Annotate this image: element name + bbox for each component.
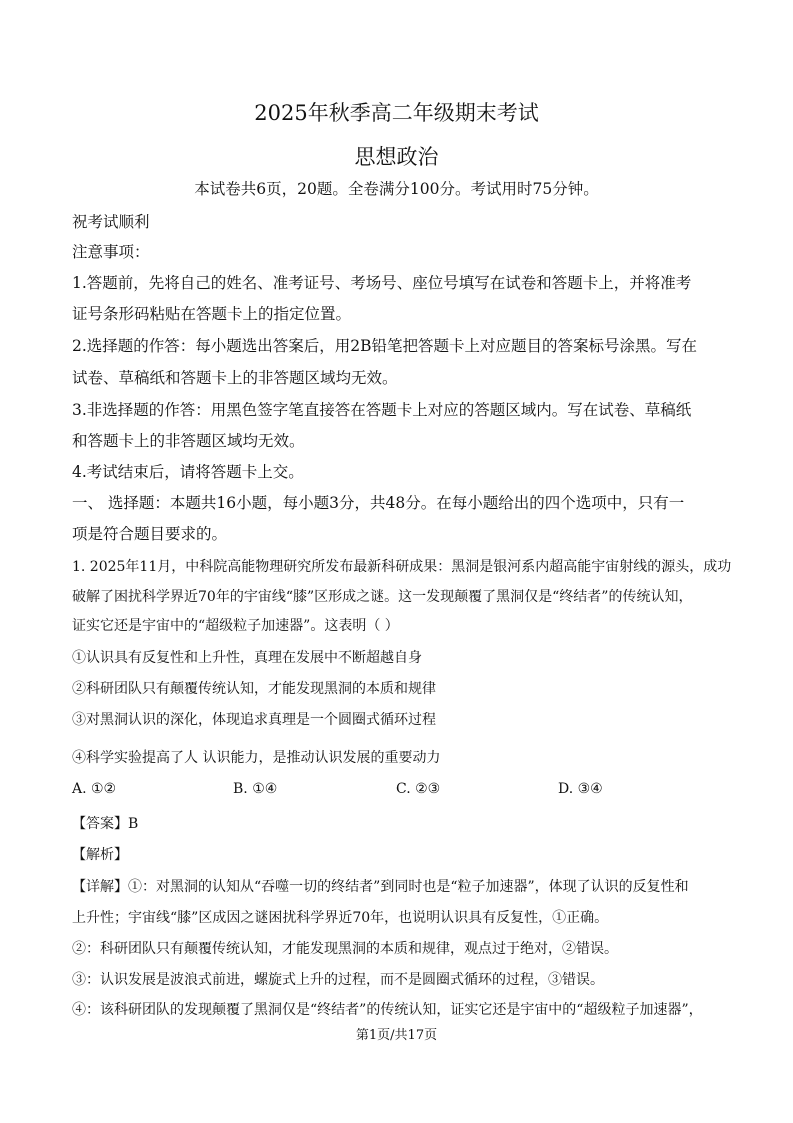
statement: ②科研团队只有颠覆传统认知，才能发现黑洞的本质和规律 (72, 681, 436, 697)
statement: ③对黑洞认识的深化，体现追求真理是一个圆圈式循环过程 (72, 712, 436, 728)
notice-line: 试卷、草稿纸和答题卡上的非答题区域均无效。 (72, 369, 398, 387)
statement: ④科学实验提高了人 认识能力，是推动认识发展的重要动力 (72, 750, 441, 766)
subject-title: 思想政治 (354, 145, 439, 169)
option-c: C. ②③ (396, 781, 441, 797)
exam-info: 本试卷共6页，20题。全卷满分100分。考试用时75分钟。 (194, 180, 599, 198)
exam-title: 2025年秋季高二年级期末考试 (254, 101, 539, 125)
detail-line: ②：科研团队只有颠覆传统认知，才能发现黑洞的本质和规律，观点过于绝对，②错误。 (72, 941, 618, 957)
notice-heading: 注意事项： (72, 243, 150, 261)
question-stem: 1. 2025年11月，中科院高能物理研究所发布最新科研成果：黑洞是银河系内超高能宇宙射线的源头，成功 (72, 559, 732, 575)
notice-line: 2.选择题的作答：每小题选出答案后，用2B铅笔把答题卡上对应题目的答案标号涂黑。写在 (72, 337, 698, 355)
detail-line: 上升性；宇宙线“膝”区成因之谜困扰科学界近70年，也说明认识具有反复性，①正确。 (72, 910, 609, 926)
answer-label: 【答案】B (72, 816, 139, 832)
notice-line: 1.答题前，先将自己的姓名、准考证号、考场号、座位号填写在试卷和答题卡上，并将准考 (72, 274, 692, 292)
option-b: B. ①④ (233, 781, 278, 797)
page-footer: 第1页/共17页 (355, 1028, 438, 1043)
notice-line: 3.非选择题的作答：用黑色签字笔直接答在答题卡上对应的答题区域内。写在试卷、草稿纸 (72, 401, 692, 419)
question-stem: 破解了困扰科学界近70年的宇宙线“膝”区形成之谜。这一发现颠覆了黑洞仅是“终结者”的传统认知， (72, 589, 693, 605)
section-heading-cont: 项是符合题目要求的。 (72, 525, 228, 543)
detail-line: 【详解】①：对黑洞的认知从“吞噬一切的终结者”到同时也是“粒子加速器”，体现了认识的反复性和 (72, 879, 689, 895)
detail-line: ④：该科研团队的发现颠覆了黑洞仅是“终结者”的传统认知，证实它还是宇宙中的“超级粒子加速器”， (72, 1002, 703, 1018)
analysis-label: 【解析】 (72, 847, 128, 863)
notice-line: 4.考试结束后，请将答题卡上交。 (72, 463, 304, 481)
notice-line: 和答题卡上的非答题区域均无效。 (72, 432, 305, 450)
option-d: D. ③④ (558, 781, 603, 797)
greeting: 祝考试顺利 (72, 213, 150, 231)
notice-line: 证号条形码粘贴在答题卡上的指定位置。 (72, 305, 352, 323)
option-a: A. ①② (72, 781, 117, 797)
section-heading: 一、 选择题：本题共16小题，每小题3分，共48分。在每小题给出的四个选项中，只有一 (72, 494, 685, 512)
detail-line: ③：认识发展是波浪式前进，螺旋式上升的过程，而不是圆圈式循环的过程，③错误。 (72, 972, 604, 988)
statement: ①认识具有反复性和上升性，真理在发展中不断超越自身 (72, 650, 422, 666)
question-stem: 证实它还是宇宙中的“超级粒子加速器”。这表明（ ） (72, 618, 399, 634)
